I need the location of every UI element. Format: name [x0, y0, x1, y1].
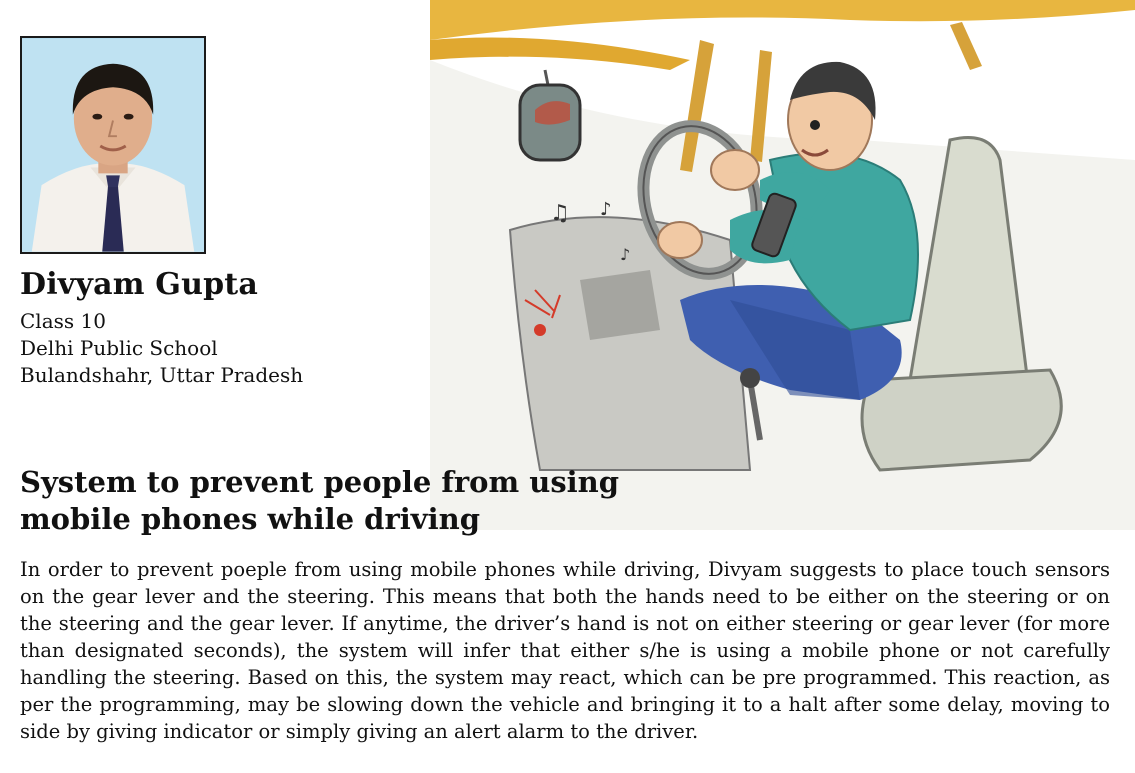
- author-portrait-image: [22, 38, 204, 252]
- driver-illustration: [430, 0, 1135, 530]
- svg-text:♪: ♪: [620, 245, 631, 264]
- article-title: [20, 464, 620, 538]
- author-name: Divyam Gupta: [20, 267, 259, 302]
- driver-using-phone-illustration: [430, 0, 1135, 530]
- author-location: Bulandshahr, Uttar Pradesh: [20, 363, 304, 387]
- author-class: Class 10: [20, 309, 106, 333]
- article-body: In order to prevent poeple from using mobile phones while driving, Divyam suggests to place touch sensors on the gear lever and the steering. This means that both the hands need to be either on the steering or on the steering and the gear lever. If anytime, the driver’s hand is not on either steering or gear lever (for more than designated seconds), the system will infer that either s/he is using a mobile phone or not carefully handling the steering. Based on this, the system may react, which can be pre programmed. This reaction, as per the programming, may be slowing down the vehicle and bringing it to a halt after some delay, moving to side by giving indicator or simply giving an alert alarm to the driver.: [20, 558, 1110, 743]
- svg-text:♪: ♪: [600, 199, 612, 220]
- article-title-line-1: System to prevent people from using: [20, 465, 620, 499]
- author-photo: [20, 36, 206, 254]
- author-school: Delhi Public School: [20, 336, 218, 360]
- svg-text:♫: ♫: [550, 201, 570, 226]
- article-title-line-2: mobile phones while driving: [20, 502, 480, 536]
